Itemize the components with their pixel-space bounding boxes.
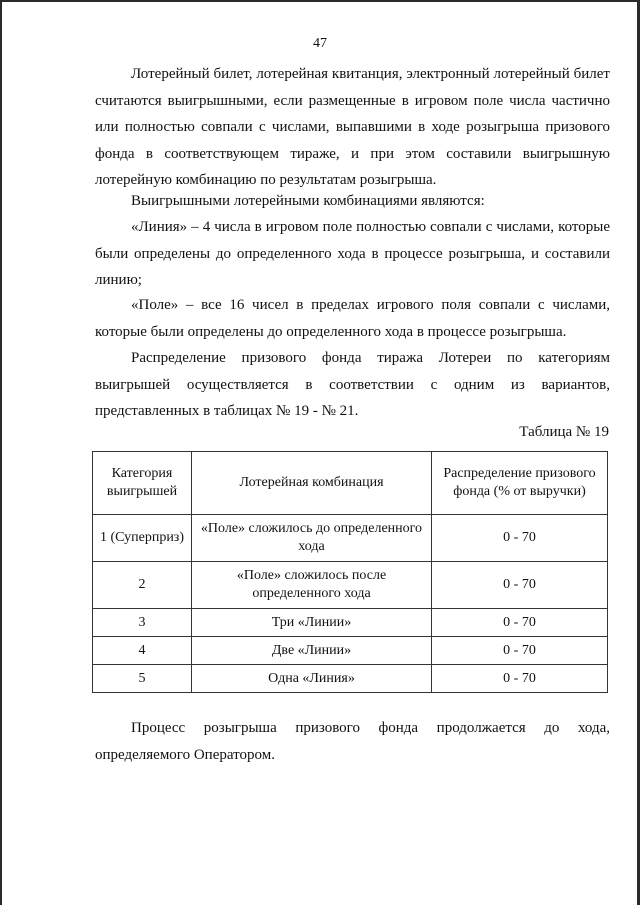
paragraph-line-definition	[95, 214, 610, 294]
header-distribution: Распределение призового фонда (% от выручки)	[432, 452, 608, 515]
paragraph-prize-distribution	[95, 345, 610, 425]
cell-combination: «Поле» сложилось до определенного хода	[192, 515, 432, 562]
table-header-row	[93, 452, 608, 515]
cell-distribution: 0 - 70	[432, 515, 608, 562]
header-category: Категория выигрышей	[93, 452, 192, 515]
cell-combination: Три «Линии»	[192, 609, 432, 637]
table-row	[93, 562, 608, 609]
paragraph-winning-ticket	[95, 61, 610, 194]
cell-combination: «Поле» сложилось после определенного хода	[192, 562, 432, 609]
page-border-left	[0, 0, 2, 905]
table-row	[93, 637, 608, 665]
cell-distribution: 0 - 70	[432, 562, 608, 609]
header-combination: Лотерейная комбинация	[192, 452, 432, 515]
cell-combination: Две «Линии»	[192, 637, 432, 665]
table-row	[93, 609, 608, 637]
cell-category: 5	[93, 665, 192, 693]
table-row	[93, 665, 608, 693]
cell-category: 2	[93, 562, 192, 609]
cell-category: 4	[93, 637, 192, 665]
prize-distribution-table	[92, 451, 608, 693]
paragraph-draw-process	[95, 715, 610, 768]
cell-distribution: 0 - 70	[432, 609, 608, 637]
cell-combination: Одна «Линия»	[192, 665, 432, 693]
paragraph-text: Лотерейный билет, лотерейная квитанция, электронный лотерейный билет считаются выигрышными, если размещенные в игровом поле числа частично или полностью совпали с числами, выпавшими в ходе розыгрыша призового фонда в соответствующем тираже, и при этом составили выигрышную лотерейную комбинацию по результатам розыгрыша.	[95, 66, 610, 188]
cell-category: 1 (Суперприз)	[93, 515, 192, 562]
paragraph-field-definition	[95, 292, 610, 345]
paragraph-combinations-intro	[95, 188, 610, 215]
paragraph-text: Выигрышными лотерейными комбинациями являются:	[131, 193, 485, 209]
cell-category: 3	[93, 609, 192, 637]
cell-distribution: 0 - 70	[432, 637, 608, 665]
table-row	[93, 515, 608, 562]
paragraph-text: «Линия» – 4 числа в игровом поле полностью совпали с числами, которые были определены до определенного хода в процессе розыгрыша, и составили линию;	[95, 219, 610, 288]
paragraph-text: Процесс розыгрыша призового фонда продолжается до хода, определяемого Оператором.	[95, 720, 610, 763]
page-border-top	[0, 0, 640, 2]
table-caption: Таблица № 19	[519, 424, 609, 440]
cell-distribution: 0 - 70	[432, 665, 608, 693]
page-number: 47	[313, 36, 327, 51]
paragraph-text: Распределение призового фонда тиража Лотереи по категориям выигрышей осуществляется в соответствии с одним из вариантов, представленных в таблицах № 19 - № 21.	[95, 350, 610, 419]
paragraph-text: «Поле» – все 16 чисел в пределах игрового поля совпали с числами, которые были определены до определенного хода в процессе розыгрыша.	[95, 297, 610, 340]
